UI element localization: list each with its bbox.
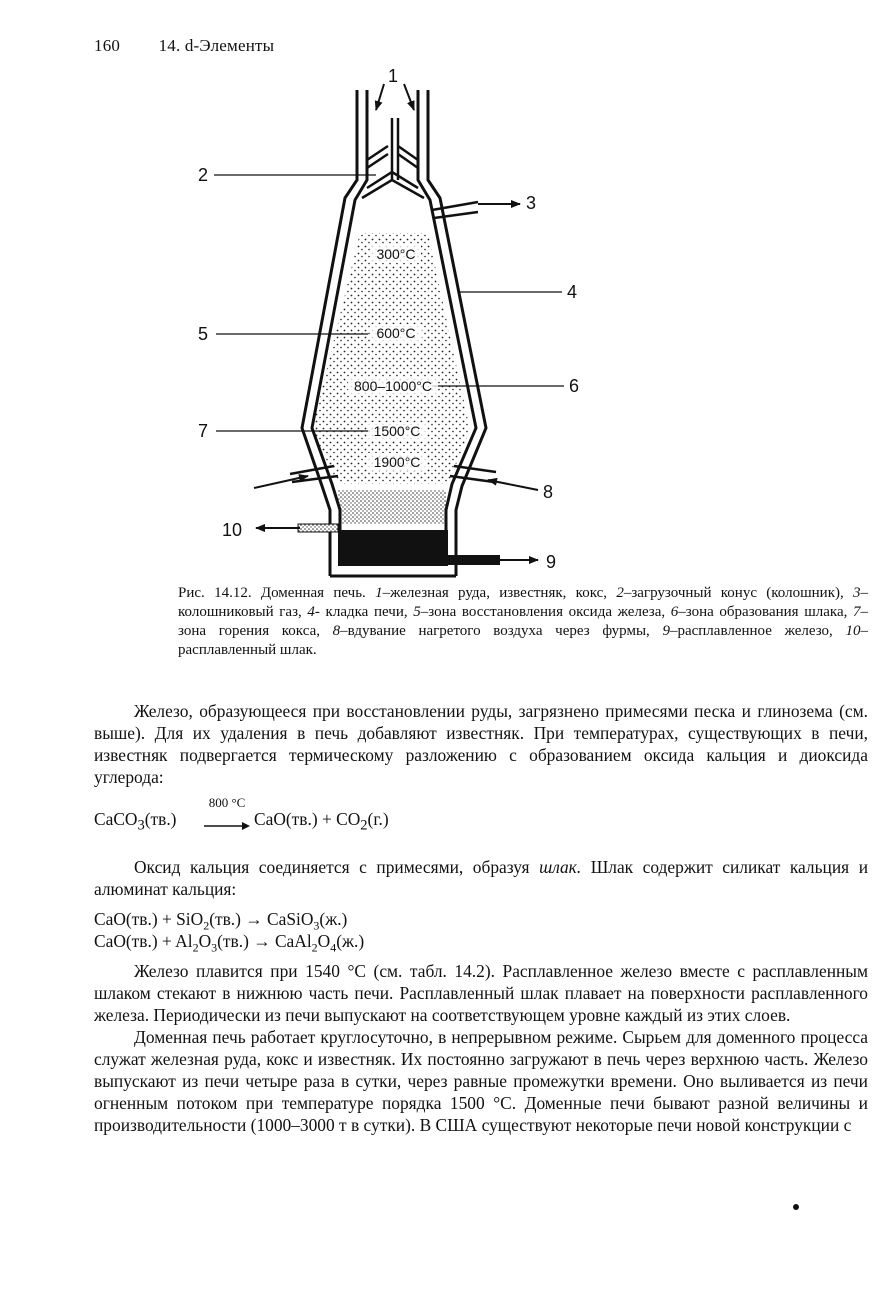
slag-layer bbox=[338, 490, 446, 524]
reaction-arrow-icon bbox=[202, 821, 252, 831]
equation-aluminate: $CaO(тв.) + Al_2O_3(тв.)$ → $CaAl_2O_4(ж.)$ bbox=[94, 931, 365, 955]
air-arrow-right bbox=[488, 480, 538, 490]
label-9: 9 bbox=[546, 552, 557, 572]
equation-silicate: CaO(тв.) + SiO$_2$(тв.) → CaSiO$_3$(ж.) bbox=[94, 909, 348, 933]
label-4: 4 bbox=[567, 282, 578, 302]
label-2: 2 bbox=[198, 165, 209, 185]
page-mark bbox=[793, 1204, 799, 1210]
paragraph-1: Железо, образующееся при восстановлении руды, загрязнено примесями песка и глинозема (см. выше). Для их удаления в печь добавляют известняк. При температурах, существующих в печи, известняк подвергается термическому разложению с образованием оксида кальция и диоксида углерода: bbox=[94, 701, 868, 787]
term-slag: шлак. bbox=[539, 857, 582, 877]
label-6: 6 bbox=[569, 376, 580, 396]
charge-material bbox=[312, 233, 470, 484]
reaction-condition: 800 °C bbox=[208, 795, 246, 810]
temp-300: 300°C bbox=[376, 246, 416, 262]
body-text bbox=[94, 700, 868, 1136]
temp-1900: 1900°C bbox=[373, 454, 421, 470]
charge-arrow-right bbox=[404, 84, 414, 110]
temp-1500: 1500°C bbox=[373, 423, 421, 439]
running-head bbox=[94, 36, 274, 56]
temp-600: 600°C bbox=[376, 325, 416, 341]
page-number: 160 bbox=[94, 36, 121, 55]
slag-tap bbox=[298, 524, 338, 532]
figure-caption: Рис. 14.12. Доменная печь. 1–железная руда, известняк, кокс, 2–загрузочный конус (колошник), 3–колошниковый газ, 4- кладка печи, 5–зона восстановления оксида железа, 6–зона образования шлака, 7–зона горения кокса, 8–вдувание нагретого воздуха через фурмы, 9–расплавленное железо, 10–расплавленный шлак. bbox=[178, 585, 869, 658]
label-7: 7 bbox=[198, 421, 209, 441]
label-5: 5 bbox=[198, 324, 209, 344]
chapter-title: 14. d-Элементы bbox=[158, 36, 275, 55]
molten-iron-layer bbox=[338, 530, 448, 566]
label-8: 8 bbox=[543, 482, 554, 502]
paragraph-3: Железо плавится при 1540 °С (см. табл. 14.2). Расплавленное железо вместе с расплавленным шлаком стекают в нижнюю часть печи. Расплавленный шлак плавает на поверхности расплавленного железа. Периодически из печи выпускают на соответствующем уровне каждый из этих слоев. bbox=[94, 961, 868, 1025]
temp-800-1000: 800–1000°C bbox=[354, 378, 432, 394]
charge-arrow-left bbox=[376, 84, 384, 110]
gas-outlet bbox=[432, 202, 478, 218]
label-1: 1 bbox=[388, 66, 399, 86]
equation-decomposition: CaCO$_3$(тв.) 800 °C $CaO(тв.) + CO_2(г.)$ bbox=[94, 792, 868, 844]
paragraph-2: Оксид кальция соединяется с примесями, образуя шлак. Шлак содержит силикат кальция и алюминат кальция: bbox=[94, 857, 868, 899]
blast-furnace-diagram bbox=[0, 60, 888, 580]
iron-tap bbox=[448, 555, 500, 565]
label-3: 3 bbox=[526, 193, 537, 213]
paragraph-4: Доменная печь работает круглосуточно, в непрерывном режиме. Сырьем для доменного процесса служат железная руда, кокс и известняк. Их постоянно загружают в печь через верхнюю часть. Железо выпускают из печи четыре раза в сутки, через равные промежутки времени. Оно выливается из печи огненным потоком при температуре порядка 1500 °С. Доменные печи бывают разной величины и производительности (1000–3000 т в сутки). В США существуют некоторые печи новой конструкции с bbox=[94, 1027, 868, 1135]
label-10: 10 bbox=[222, 520, 243, 540]
charging-cone bbox=[362, 118, 424, 198]
